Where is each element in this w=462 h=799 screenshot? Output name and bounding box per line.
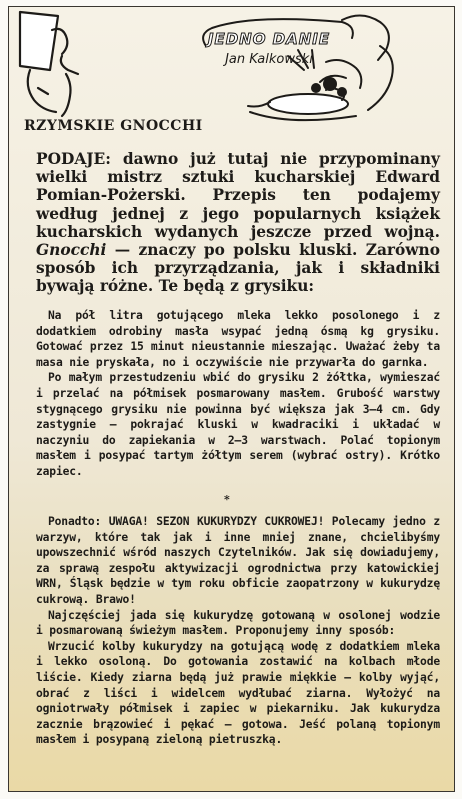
corn-paragraph-2: Najczęściej jada się kukurydzę gotowaną w osolonej wodzie i posmarowaną świeżym masłem. Proponujemy inny sposób: bbox=[36, 608, 440, 638]
intro-text-2: — znaczy po polsku kluski. Zarówno sposób ich przyrządzania, jak i składniki bywają różne. Te będą z grysiku: bbox=[36, 241, 440, 296]
recipe-paragraph-1: Na pół litra gotującego mleka lekko posolonego i z dodatkiem odrobiny masła wsypać jedną ósmą kg grysiku. Gotować przez 15 minut nieustannie mieszając. Uważać żeby ta masa nie pryskała, no i oczywiście nie przywarła do garnka. bbox=[36, 309, 440, 369]
header-illustration bbox=[8, 6, 448, 136]
article-intro bbox=[36, 150, 440, 296]
corn-paragraph-1: Ponadto: UWAGA! SEZON KUKURYDZY CUKROWEJ! Polecamy jedno z warzyw, które tak jak i inne mniej znane, chcielibyśmy upowszechnić wśród naszych Czytelników. Jak się dowiadujemy, za sprawą zespołu aktywizacji ogrodnictwa przy katowickiej WRN, Śląsk będzie w tym roku obficie zaopatrzony w kukurydzę cukrową. Brawo! bbox=[36, 515, 440, 606]
article-headline: RZYMSKIE GNOCCHI bbox=[24, 118, 203, 134]
corn-section bbox=[36, 514, 440, 748]
recipe-section bbox=[36, 308, 440, 480]
recipe-paragraph-2: Po małym przestudzeniu wbić do grysiku 2 żółtka, wymieszać i przelać na półmisek posmarowany masłem. Grubość warstwy stygnącego grysiku nie powinna być większa jak 3—4 cm. Gdy zastygnie — pokrajać kluski w kwadraciki i układać w naczyniu do zapiekania w 2—3 warstwach. Polać topionym masłem i posypać tartym żółtym serem (wybrać ostry). Krótko zapiec. bbox=[36, 371, 440, 478]
reader-figure-icon bbox=[20, 12, 78, 116]
column-title: JEDNO DANIE bbox=[207, 30, 331, 48]
column-author: Jan Kalkowski bbox=[225, 52, 313, 67]
section-separator: * bbox=[224, 493, 230, 506]
intro-text-1: PODAJE: dawno już tutaj nie przypominany wielki mistrz sztuki kucharskiej Edward Pomian-Pożerski. Przepis ten podajemy według jednej z jego popularnych książek kucharskich wydanych jeszcze przed wojną. bbox=[36, 150, 440, 241]
corn-paragraph-3: Wrzucić kolby kukurydzy na gotującą wodę z dodatkiem mleka i lekko osoloną. Do gotowania zostawić na kolbach młode liście. Kiedy ziarna będą już prawie miękkie — kolby wyjąć, obrać z liści i widelcem wydłubać ziarna. Wyłożyć na ogniotrwały półmisek i zapiec w piekarniku. Jak kukurydza zacznie brązowieć i pękać — gotowa. Jeść polaną topionym masłem i posypaną zieloną pietruszką. bbox=[36, 639, 440, 747]
intro-italic-word: Gnocchi bbox=[36, 241, 107, 260]
